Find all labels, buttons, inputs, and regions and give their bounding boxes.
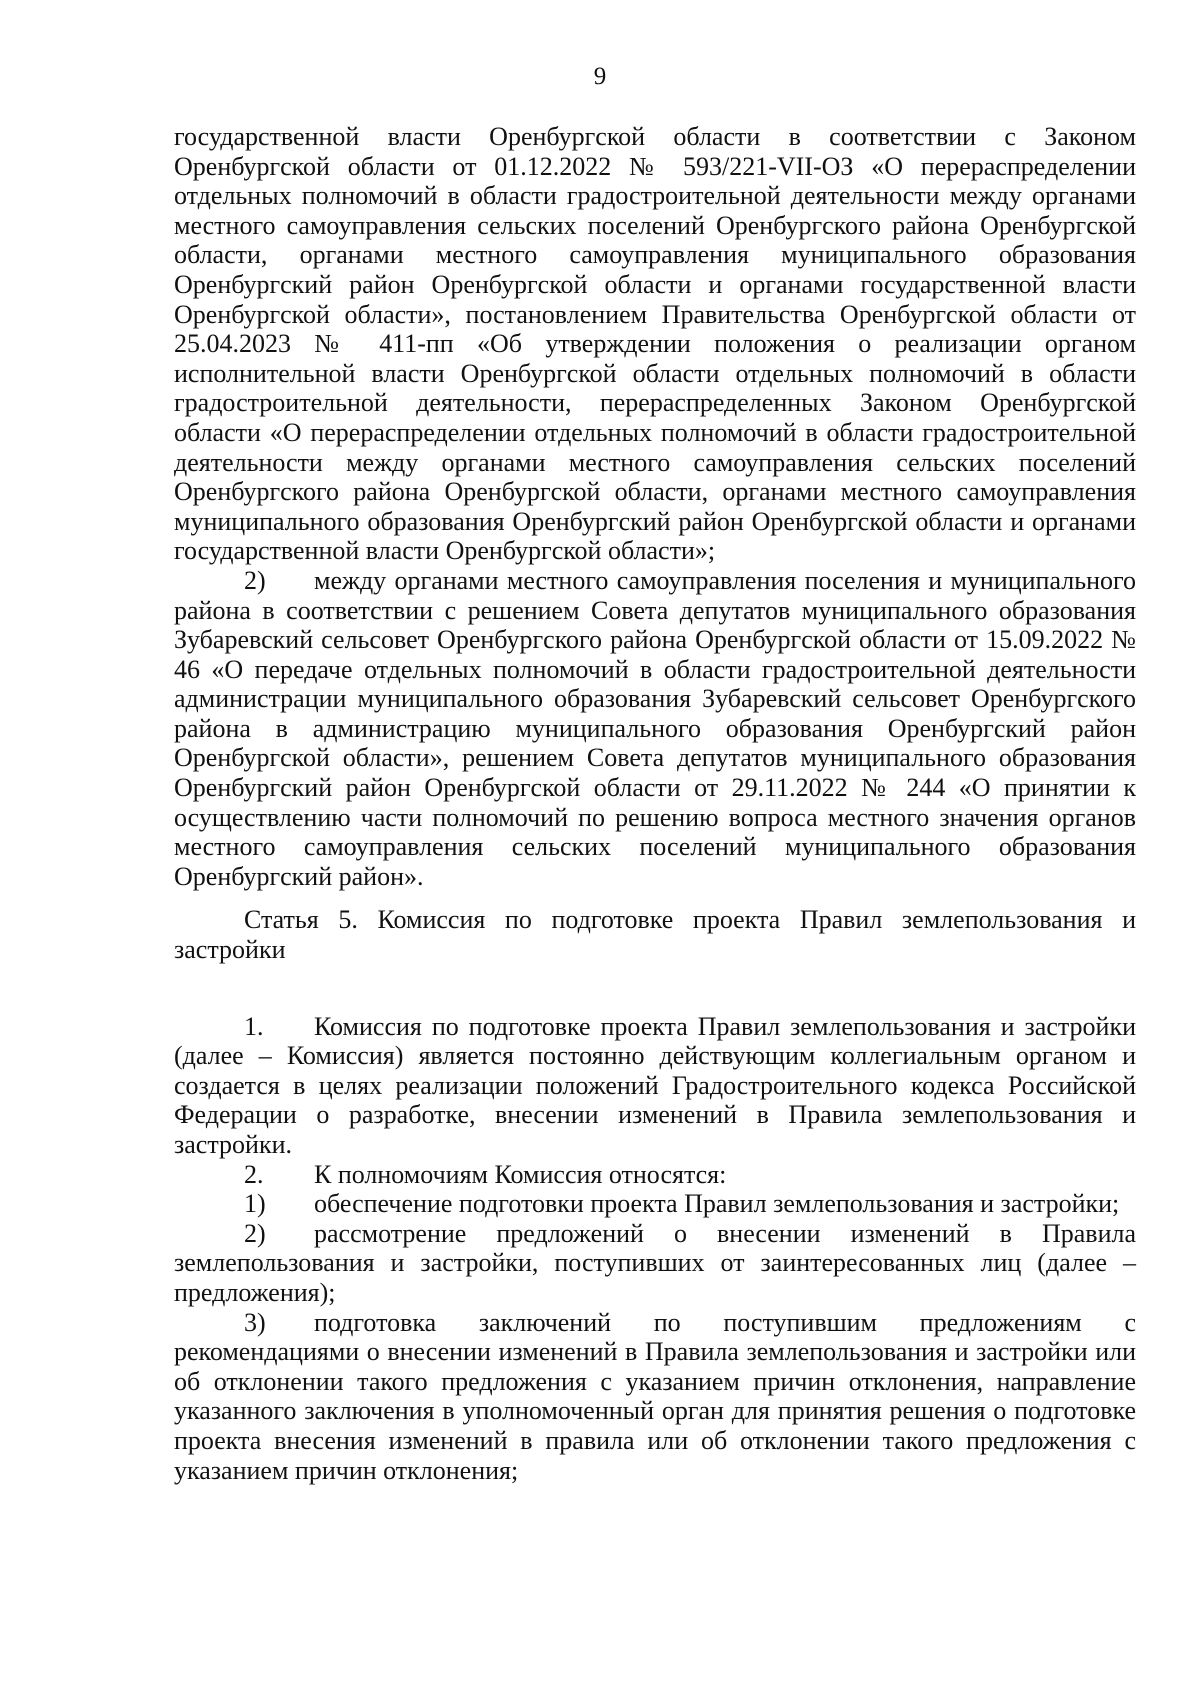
paragraph-subpoint-1 [174,1189,1136,1219]
item-number: 2) [244,565,266,595]
paragraph-item-2 [174,566,1136,892]
point-number: 1. [244,1011,264,1041]
subpoint-number: 1) [244,1189,266,1219]
paragraph-text: подготовка заключений по поступившим предложениям с рекомендациями о внесении изменений в Правила землепользования и застройки или об отклонении такого предложения с указанием причин отклонения, направление указанного заключения в уполномоченный орган для принятия решения о подготовке проекта внесения изменений в правила или об отклонении такого предложения с указанием причин отклонения; [174,1307,1136,1485]
page-number: 9 [593,63,607,90]
paragraph-text: между органами местного самоуправления поселения и муниципального района в соответствии с решением Совета депутатов муниципального образования Зубаревский сельсовет Оренбургского района Оренбургской области от 15.09.2022 № 46 «О передаче отдельных полномочий в области градостроительной деятельности администрации муниципального образования Зубаревский сельсовет Оренбургского района в администрацию муниципального образования Оренбургский район Оренбургской области», решением Совета депутатов муниципального образования Оренбургский район Оренбургской области от 29.11.2022 № 244 «О принятии к осуществлению части полномочий по решению вопроса местного значения органов местного самоуправления сельских поселений муниципального образования Оренбургский район». [174,565,1136,891]
document-body [174,122,1136,1485]
paragraph-subpoint-2 [174,1219,1136,1308]
paragraph-text: Комиссия по подготовке проекта Правил землепользования и застройки (далее – Комиссия) является постоянно действующим коллегиальным органом и создается в целях реализации положений Градостроительного кодекса Российской Федерации о разработке, внесении изменений в Правила землепользования и застройки. [174,1011,1136,1159]
paragraph-point-2 [174,1160,1136,1190]
subpoint-number: 2) [244,1218,266,1248]
subpoint-number: 3) [244,1307,266,1337]
paragraph-text: рассмотрение предложений о внесении изменений в Правила землепользования и застройки, поступивших от заинтересованных лиц (далее – предложения); [174,1218,1136,1307]
paragraph-continuation: государственной власти Оренбургской области в соответствии с Законом Оренбургской области от 01.12.2022 № 593/221-VII-ОЗ «О перераспределении отдельных полномочий в области градостроительной деятельности между органами местного самоуправления сельских поселений Оренбургского района Оренбургской области, органами местного самоуправления муниципального образования Оренбургский район Оренбургской области и органами государственной власти Оренбургской области», постановлением Правительства Оренбургской области от 25.04.2023 № 411-пп «Об утверждении положения о реализации органом исполнительной власти Оренбургской области отдельных полномочий в области градостроительной деятельности, перераспределенных Законом Оренбургской области «О перераспределении отдельных полномочий в области градостроительной деятельности между органами местного самоуправления сельских поселений Оренбургского района Оренбургской области, органами местного самоуправления муниципального образования Оренбургский район Оренбургской области и органами государственной власти Оренбургской области»; [174,122,1136,566]
paragraph-subpoint-3 [174,1308,1136,1486]
paragraph-text: обеспечение подготовки проекта Правил землепользования и застройки; [314,1189,1120,1219]
paragraph-text: К полномочиям Комиссия относятся: [314,1159,727,1189]
point-number: 2. [244,1159,264,1189]
paragraph-point-1 [174,1012,1136,1160]
article-heading: Статья 5. Комиссия по подготовке проекта Правил землепользования и застройки [174,905,1136,965]
